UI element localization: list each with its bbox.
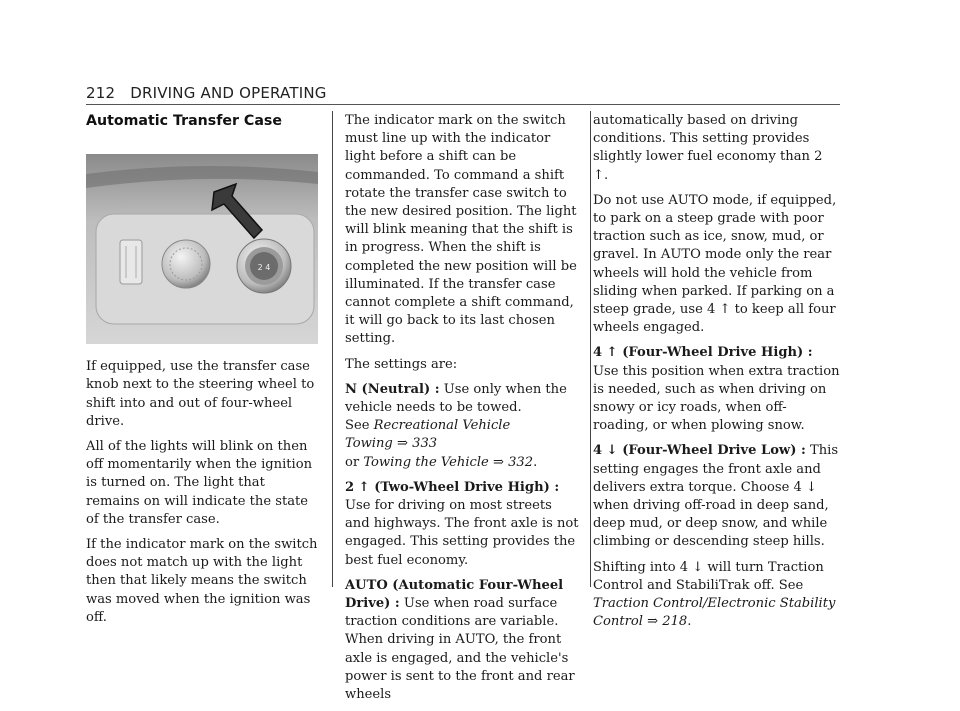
- page-reference[interactable]: ⇒ 332: [488, 454, 534, 470]
- setting-text: Use this position when extra traction is needed, such as when driving on snowy or icy roads, when off-roading, or when plowing snow.: [593, 363, 840, 434]
- paragraph: [593, 559, 841, 632]
- column-1: [86, 112, 322, 634]
- punctuation: .: [533, 454, 538, 470]
- setting-auto: [345, 577, 579, 704]
- svg-text:2 4: 2 4: [257, 263, 271, 273]
- setting-neutral: [345, 381, 579, 472]
- transfer-case-knob-photo: [86, 154, 318, 344]
- section-title: DRIVING AND OPERATING: [130, 84, 327, 102]
- section-heading: Automatic Transfer Case: [86, 113, 282, 129]
- page-reference[interactable]: ⇒ 218: [642, 614, 688, 630]
- transfer-case-photo: [86, 154, 318, 344]
- setting-term: 4 ↑ (Four-Wheel Drive High) :: [593, 345, 813, 361]
- setting-term: N (Neutral) :: [345, 381, 440, 397]
- paragraph-text: Shifting into 4 ↓ will turn Traction Control and StabiliTrak off. See: [593, 559, 824, 593]
- paragraph: Do not use AUTO mode, if equipped, to park on a steep grade with poor traction such as ice, snow, mud, or gravel. In AUTO mode only the rear wheels will hold the vehicle from sliding when parked. If parking on a steep grade, use 4 ↑ to keep all four wheels engaged.: [593, 192, 837, 336]
- cross-reference-link[interactable]: Recreational Vehicle Towing: [345, 418, 511, 452]
- setting-text: Use only when the vehicle needs to be towed.: [345, 381, 567, 416]
- column-divider-1: [332, 111, 333, 587]
- setting-term: 4 ↓ (Four-Wheel Drive Low) :: [593, 443, 806, 459]
- column-divider-2: [590, 111, 591, 587]
- setting-four-wheel-high: [593, 344, 841, 435]
- setting-term: AUTO (Automatic Four-Wheel Drive) :: [345, 577, 564, 612]
- cross-reference-link[interactable]: Towing the Vehicle: [363, 454, 489, 470]
- punctuation: .: [687, 614, 692, 630]
- setting-text: Use when road surface traction conditions are variable. When driving in AUTO, the front axle is engaged, and the vehicle's power is sent to the front and rear wheels: [345, 596, 575, 703]
- page-header: [86, 84, 327, 102]
- cross-reference-link[interactable]: Traction Control/Electronic Stability Control: [593, 596, 836, 630]
- or-label: or: [345, 454, 364, 470]
- header-rule: [86, 104, 840, 105]
- paragraph: If equipped, use the transfer case knob next to the steering wheel to shift into and out of four-wheel drive.: [86, 359, 315, 429]
- page-reference[interactable]: ⇒ 333: [392, 436, 438, 452]
- column-2: [345, 112, 579, 711]
- see-label: See: [345, 418, 374, 434]
- paragraph: If the indicator mark on the switch does not match up with the light then that likely means the switch was moved when the ignition was off.: [86, 537, 318, 625]
- setting-term: 2 ↑ (Two-Wheel Drive High) :: [345, 479, 560, 495]
- setting-four-wheel-low: [593, 442, 841, 551]
- setting-text: Use for driving on most streets and highways. The front axle is not engaged. This setting provides the best fuel economy.: [345, 498, 579, 568]
- setting-text: This setting engages the front axle and delivers extra torque. Choose 4 ↓ when driving off-road in deep sand, deep mud, or deep snow, and while climbing or descending steep hills.: [593, 443, 839, 550]
- paragraph: All of the lights will blink on then off momentarily when the ignition is turned on. The light that remains on will indicate the state of the transfer case.: [86, 439, 313, 527]
- paragraph: The settings are:: [345, 356, 458, 372]
- paragraph: automatically based on driving conditions. This setting provides slightly lower fuel economy than 2 ↑.: [593, 113, 823, 183]
- page-number: 212: [86, 84, 116, 102]
- setting-two-wheel-high: [345, 479, 579, 570]
- paragraph: The indicator mark on the switch must line up with the indicator light before a shift can be commanded. To command a shift rotate the transfer case switch to the new desired position. The light will blink meaning that the shift is in progress. When the shift is completed the new position will be illuminated. If the transfer case cannot complete a shift command, it will go back to its last chosen setting.: [345, 113, 577, 347]
- column-3: [593, 112, 841, 638]
